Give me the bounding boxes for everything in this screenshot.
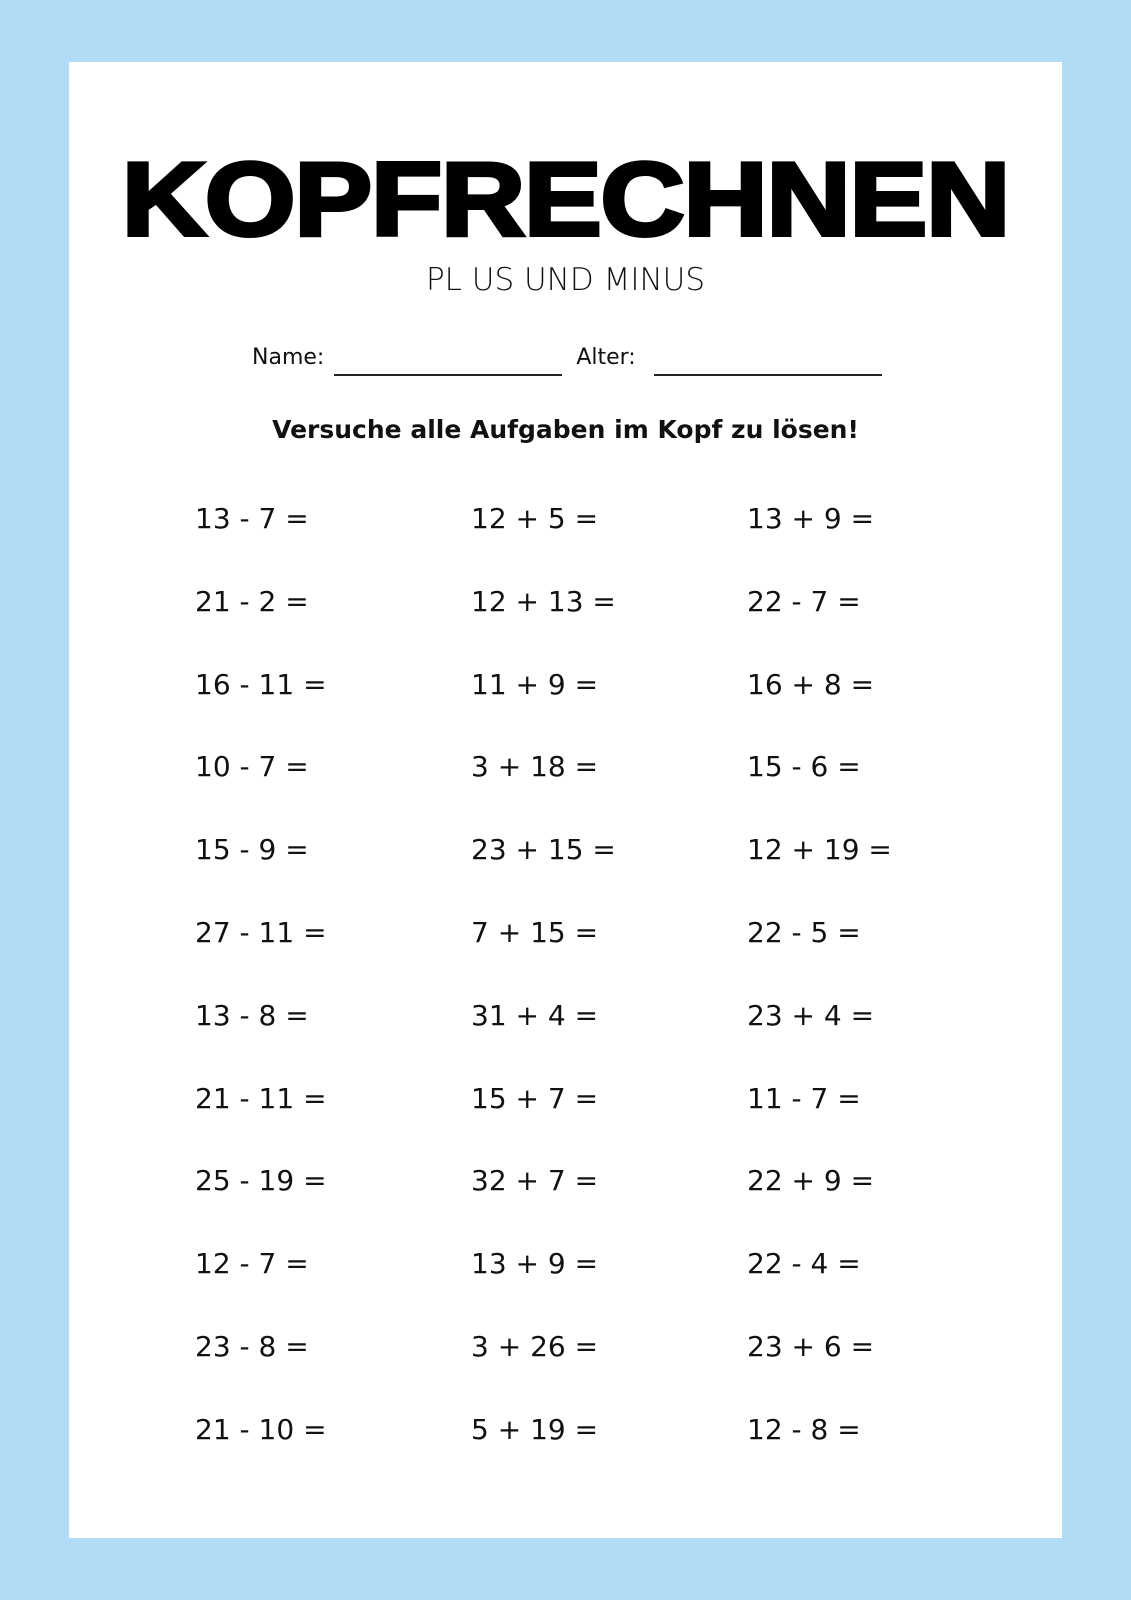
math-problem: 21 - 2 = (195, 584, 309, 618)
name-blank-line (334, 348, 562, 376)
problem-row (195, 1072, 1035, 1155)
math-problem: 13 + 9 = (747, 502, 875, 535)
math-problem: 12 - 8 = (747, 1412, 861, 1446)
problem-row (195, 1237, 1035, 1320)
student-info-fields (252, 336, 882, 376)
math-problem: 25 - 19 = (195, 1164, 327, 1198)
math-problem: 15 + 7 = (471, 1081, 599, 1115)
math-problem: 3 + 26 = (471, 1329, 599, 1363)
page-title: KOPFRECHNEN (121, 142, 1010, 258)
math-problem: 13 - 8 = (195, 998, 309, 1032)
math-problem: 31 + 4 = (471, 998, 599, 1032)
math-problem: 23 + 4 = (747, 998, 875, 1032)
math-problem: 11 + 9 = (471, 667, 599, 701)
problem-row (195, 658, 1035, 741)
math-problem: 22 - 7 = (747, 584, 861, 618)
page-subtitle: PL US UND MINUS (425, 262, 706, 298)
math-problem: 5 + 19 = (471, 1412, 599, 1446)
problem-row (195, 740, 1035, 823)
problem-grid (195, 492, 1035, 1486)
math-problem: 21 - 11 = (195, 1081, 327, 1115)
math-problem: 22 - 5 = (747, 915, 861, 949)
age-blank-line (654, 348, 882, 376)
math-problem: 23 + 15 = (471, 833, 616, 867)
name-label: Name: (252, 345, 325, 370)
math-problem: 16 - 11 = (195, 667, 327, 701)
math-problem: 12 + 19 = (747, 833, 892, 867)
math-problem: 16 + 8 = (747, 667, 875, 701)
math-problem: 23 + 6 = (747, 1329, 875, 1363)
problem-row (195, 1154, 1035, 1237)
math-problem: 12 + 13 = (471, 584, 616, 618)
math-problem: 7 + 15 = (471, 915, 599, 949)
age-label: Alter: (576, 345, 636, 370)
instruction-text: Versuche alle Aufgaben im Kopf zu lösen! (272, 415, 859, 444)
problem-row (195, 492, 1035, 575)
math-problem: 3 + 18 = (471, 750, 599, 784)
math-problem: 13 + 9 = (471, 1247, 599, 1281)
math-problem: 23 - 8 = (195, 1329, 309, 1363)
math-problem: 15 - 6 = (747, 750, 861, 784)
math-problem: 22 + 9 = (747, 1164, 875, 1198)
problem-row (195, 1320, 1035, 1403)
problem-row (195, 1403, 1035, 1486)
math-problem: 10 - 7 = (195, 750, 309, 784)
problem-row (195, 906, 1035, 989)
math-problem: 27 - 11 = (195, 915, 327, 949)
math-problem: 15 - 9 = (195, 833, 309, 867)
math-problem: 13 - 7 = (195, 502, 309, 535)
math-problem: 12 + 5 = (471, 502, 599, 535)
problem-row (195, 575, 1035, 658)
math-problem: 32 + 7 = (471, 1164, 599, 1198)
math-problem: 12 - 7 = (195, 1247, 309, 1281)
math-problem: 21 - 10 = (195, 1412, 327, 1446)
problem-row (195, 989, 1035, 1072)
problem-row (195, 823, 1035, 906)
math-problem: 11 - 7 = (747, 1081, 861, 1115)
math-problem: 22 - 4 = (747, 1247, 861, 1281)
